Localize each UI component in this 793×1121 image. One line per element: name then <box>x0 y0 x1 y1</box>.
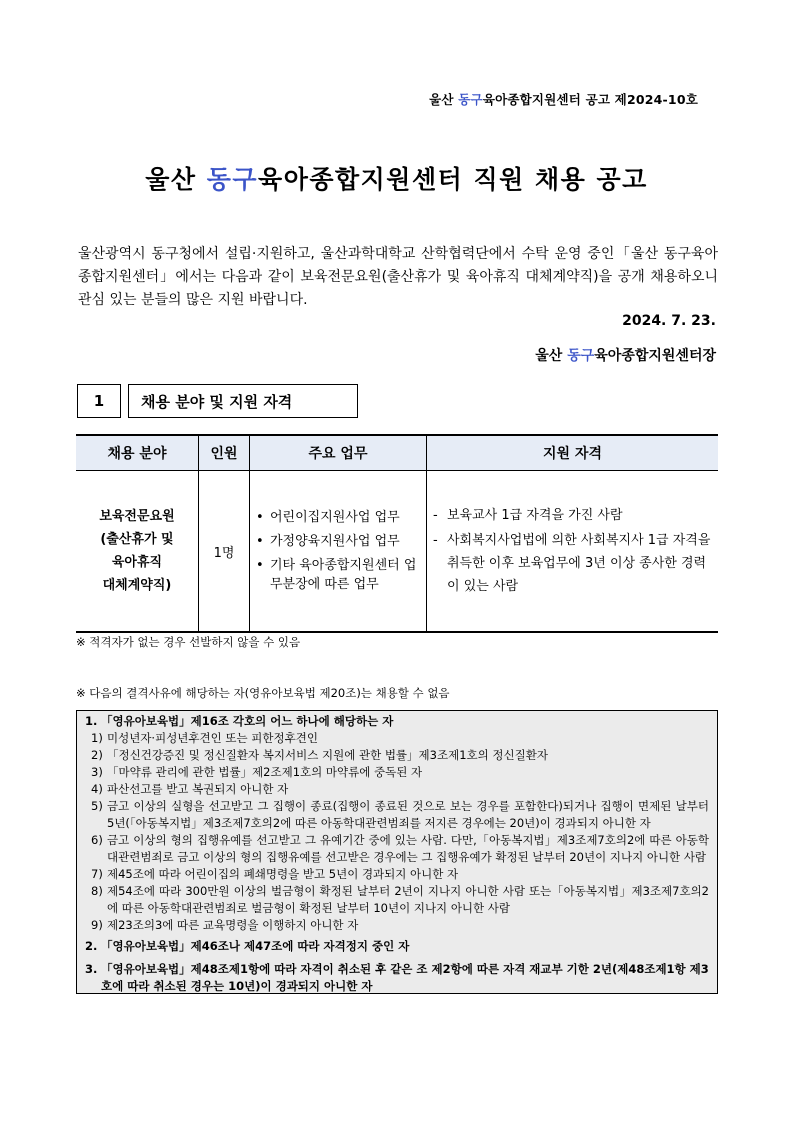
duty-text: 가정양육지원사업 업무 <box>270 534 400 549</box>
document-number <box>429 90 698 108</box>
table-header-row <box>76 435 718 471</box>
issuer-prefix: 울산 <box>535 348 568 364</box>
dash-icon: - <box>433 533 438 548</box>
list-item <box>85 764 709 781</box>
recruitment-table <box>76 434 718 633</box>
header-qualifications: 지원 자격 <box>427 435 719 471</box>
page-title <box>0 160 793 196</box>
doc-number-accent: 동구 <box>458 92 483 107</box>
list-item <box>85 917 709 934</box>
item-num: 5) <box>91 799 103 813</box>
cell-qualifications <box>427 471 719 633</box>
section-number: 1 <box>77 384 121 418</box>
item-text: 미성년자·피성년후견인 또는 피한정후견인 <box>107 731 318 745</box>
title-prefix: 울산 <box>145 165 207 194</box>
cell-count: 1명 <box>199 471 250 633</box>
bullet-icon: • <box>256 534 264 549</box>
header-count: 인원 <box>199 435 250 471</box>
list-item <box>85 730 709 747</box>
field-line: 육아휴직 <box>111 555 163 570</box>
duty-text: 기타 육아종합지원센터 업무분장에 따른 업무 <box>270 558 417 592</box>
item-text: 제23조의3에 따른 교육명령을 이행하지 아니한 자 <box>107 918 359 932</box>
disq-head-num: 1. <box>85 714 98 728</box>
disq-head-num: 2. <box>85 939 98 953</box>
list-item <box>85 866 709 883</box>
duty-item <box>256 556 422 594</box>
cell-field <box>76 471 199 633</box>
duty-text: 어린이집지원사업 업무 <box>270 510 400 525</box>
issuer-accent: 동구 <box>567 348 595 364</box>
item-text: 금고 이상의 형의 집행유예를 선고받고 그 유예기간 중에 있는 사람. 다만,「아동복지법」제3조제7호의2에 따른 아동학대관련범죄로 금고 이상의 형의 집행유예를 선고받은 경우에는 그 집행유예가 확정된 날부터 20년이 지나지 아니한 사람 <box>107 833 709 864</box>
note-disqualification: ※ 다음의 결격사유에 해당하는 자(영유아보육법 제20조)는 채용할 수 없음 <box>76 686 450 700</box>
list-item <box>85 883 709 917</box>
list-item <box>85 781 709 798</box>
item-text: 「정신건강증진 및 정신질환자 복지서비스 지원에 관한 법률」제3조제1호의 정신질환자 <box>107 748 548 762</box>
doc-number-suffix: 육아종합지원센터 공고 제2024-10호 <box>482 92 698 107</box>
disq-head-2 <box>85 938 709 955</box>
header-field: 채용 분야 <box>76 435 199 471</box>
item-text: 금고 이상의 실형을 선고받고 그 집행이 종료(집행이 종료된 것으로 보는 경우를 포함한다)되거나 집행이 면제된 날부터 5년(「아동복지법」제3조제7호의2에 따른 아동학대관련범죄를 저지른 경우에는 20년)이 경과되지 아니한 자 <box>107 799 709 830</box>
qualification-item <box>433 529 712 598</box>
qualification-text: 사회복지사업법에 의한 사회복지사 1급 자격을 취득한 이후 보육업무에 3년 이상 종사한 경력이 있는 사람 <box>447 533 711 594</box>
table-row <box>76 471 718 633</box>
duty-item <box>256 508 422 527</box>
section-title: 채용 분야 및 지원 자격 <box>128 384 358 418</box>
disq-head-3 <box>85 961 709 995</box>
list-item <box>85 832 709 866</box>
item-num: 2) <box>91 748 103 762</box>
item-text: 제45조에 따라 어린이집의 폐쇄명령을 받고 5년이 경과되지 아니한 자 <box>107 867 459 881</box>
field-line: (출산휴가 및 <box>100 532 174 547</box>
list-item <box>85 747 709 764</box>
item-text: 파산선고를 받고 복권되지 아니한 자 <box>107 782 289 796</box>
disq-head-num: 3. <box>85 962 98 976</box>
duty-item <box>256 532 422 551</box>
qualification-text: 보육교사 1급 자격을 가진 사람 <box>447 508 623 523</box>
item-text: 「마약류 관리에 관한 법률」제2조제1호의 마약류에 중독된 자 <box>107 765 423 779</box>
title-suffix: 육아종합지원센터 직원 채용 공고 <box>258 165 648 194</box>
disq-head-text: 「영유아보육법」제48조제1항에 따라 자격이 취소된 후 같은 조 제2항에 따른 자격 재교부 기한 2년(제48조제1항 제3호에 따라 취소된 경우는 10년)이 경과되지 아니한 자 <box>101 962 709 993</box>
item-num: 1) <box>91 731 103 745</box>
item-num: 6) <box>91 833 103 847</box>
cell-duties <box>250 471 427 633</box>
header-duties: 주요 업무 <box>250 435 427 471</box>
note-no-qualified: ※ 적격자가 없는 경우 선발하지 않을 수 있음 <box>76 635 301 649</box>
disq-head-text: 「영유아보육법」제16조 각호의 어느 하나에 해당하는 자 <box>101 714 394 728</box>
disqualification-box <box>76 710 718 994</box>
item-num: 8) <box>91 884 103 898</box>
bullet-icon: • <box>256 510 264 525</box>
doc-number-prefix: 울산 <box>429 92 459 107</box>
issuer <box>535 345 716 365</box>
item-num: 9) <box>91 918 103 932</box>
issuer-suffix: 육아종합지원센터장 <box>594 348 716 364</box>
item-text: 제54조에 따라 300만원 이상의 벌금형이 확정된 날부터 2년이 지나지 아니한 사람 또는「아동복지법」제3조제7호의2에 따른 아동학대관련범죄로 벌금형이 확정된 날부터 10년이 지나지 아니한 사람 <box>107 884 709 915</box>
qualification-item <box>433 504 712 527</box>
field-line: 보육전문요원 <box>99 509 175 524</box>
item-num: 4) <box>91 782 103 796</box>
field-line: 대체계약직) <box>102 578 172 593</box>
item-num: 3) <box>91 765 103 779</box>
title-accent: 동구 <box>206 165 259 194</box>
disq-head-1 <box>85 713 709 730</box>
item-num: 7) <box>91 867 103 881</box>
bullet-icon: • <box>256 558 264 573</box>
dash-icon: - <box>433 508 438 523</box>
intro-paragraph: 울산광역시 동구청에서 설립·지원하고, 울산과학대학교 산학협력단에서 수탁 운영 중인「울산 동구육아종합지원센터」에서는 다음과 같이 보육전문요원(출산휴가 및 육아휴직 대체계약직)을 공개 채용하오니 관심 있는 분들의 많은 지원 바랍니다. <box>78 246 718 308</box>
disq-head-text: 「영유아보육법」제46조나 제47조에 따라 자격정지 중인 자 <box>101 939 410 953</box>
announcement-date: 2024. 7. 23. <box>622 313 716 329</box>
list-item <box>85 798 709 832</box>
